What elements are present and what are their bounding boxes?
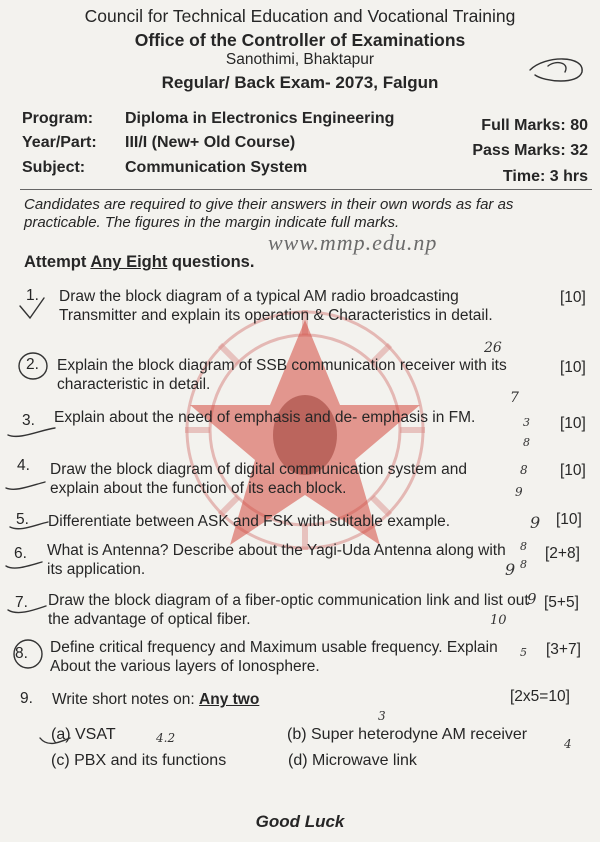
svg-text:9: 9 [515,485,523,499]
council-name: Council for Technical Education and Vocational Training [84,6,516,26]
time-allowed: Time: 3 hrs [502,168,588,185]
question-marks: [2x5=10] [510,688,570,705]
any-two-emphasis: Any two [199,691,260,708]
question-marks: [10] [560,415,586,432]
svg-text:9: 9 [527,590,537,608]
pass-marks: Pass Marks: 32 [472,142,588,159]
question-text: What is Antenna? Describe about the Yagi-Uda Antenna along with its application. [47,542,506,578]
attempt-emphasis: Any Eight [90,253,168,271]
short-note-item: (b) Super heterodyne AM receiver [287,726,528,743]
svg-text:9: 9 [505,560,516,579]
question-number: 7. [15,594,28,611]
svg-text:4.2: 4.2 [156,731,176,745]
exam-title: Regular/ Back Exam- 2073, Falgun [161,73,439,92]
website-watermark: www.mmp.edu.np [268,230,438,255]
short-note-item: (d) Microwave link [288,752,417,769]
program-value: Diploma in Electronics Engineering [125,110,395,127]
location: Sanothimi, Bhaktapur [225,51,375,68]
question-marks: [2+8] [545,545,580,562]
question-text: Draw the block diagram of digital communication system and explain about the function of its each block. [50,461,467,497]
year-value: III/I (New+ Old Course) [125,134,296,151]
program-label: Program: [22,110,94,127]
question-number: 9. [20,690,33,707]
svg-text:4: 4 [564,737,572,751]
short-note-item: (c) PBX and its functions [51,752,227,769]
svg-text:8: 8 [520,558,527,571]
question-text: Differentiate between ASK and FSK with suitable example. [48,513,451,530]
question-number: 6. [14,545,27,562]
full-marks: Full Marks: 80 [481,117,588,134]
svg-text:8: 8 [520,463,528,477]
svg-text:9: 9 [530,513,541,532]
question-text: Explain about the need of emphasis and de- emphasis in FM. [54,409,476,426]
office-name: Office of the Controller of Examinations [134,30,466,50]
attempt-instruction: Attempt Any Eight questions. [24,253,255,271]
svg-text:8: 8 [523,436,530,449]
year-label: Year/Part: [22,134,97,151]
question-number: 3. [22,412,35,429]
question-marks: [10] [560,462,586,479]
svg-text:7: 7 [510,390,519,406]
question-marks: [10] [560,289,586,306]
question-marks: [5+5] [544,594,579,611]
question-number: 2. [26,356,39,373]
svg-text:26: 26 [484,340,502,356]
question-text: Draw the block diagram of a typical AM radio broadcasting Transmitter and explain its operation & Characteristics in detail. [59,288,493,324]
question-marks: [10] [560,359,586,376]
question-text: Draw the block diagram of a fiber-optic communication link and list out the advantage of optical fiber. [48,592,529,628]
question-number: 4. [17,457,30,474]
subject-value: Communication System [125,159,308,176]
svg-text:5: 5 [520,646,527,659]
question-text: Write short notes on: Any two [52,691,260,708]
closing-text: Good Luck [255,812,345,831]
question-marks: [10] [556,511,582,528]
question-text: Explain the block diagram of SSB communication receiver with its characteristic in detail. [57,357,507,393]
svg-text:8: 8 [520,540,527,553]
svg-text:3: 3 [378,709,386,723]
question-marks: [3+7] [546,641,581,658]
svg-text:3: 3 [523,416,530,429]
question-number: 8. [15,645,28,662]
short-note-item: (a) VSAT [51,726,116,743]
question-number: 5. [16,511,29,528]
svg-text:10: 10 [490,613,507,628]
question-number: 1. [26,287,39,304]
question-text: Define critical frequency and Maximum usable frequency. Explain About the various layers of Ionosphere. [50,639,498,675]
instructions: Candidates are required to give their answers in their own words as far as practicable. The figures in the margin indicate full marks. [24,196,514,231]
subject-label: Subject: [22,159,86,176]
